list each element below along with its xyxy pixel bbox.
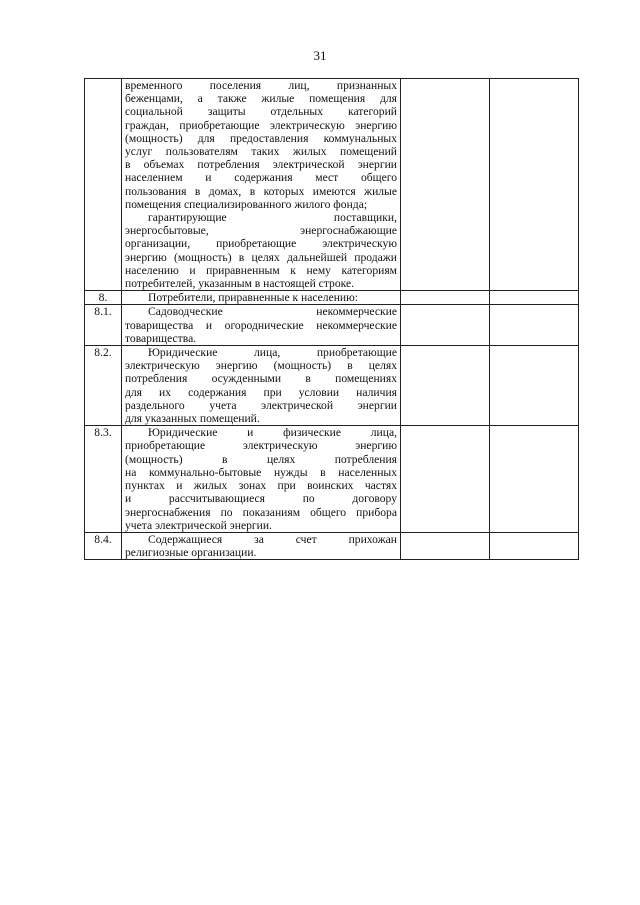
description-line: Юридические и физические лица, xyxy=(148,426,397,440)
table-row xyxy=(85,305,579,346)
page-number: 31 xyxy=(313,48,327,63)
description-line: Юридические лица, приобретающие xyxy=(148,346,397,360)
row-description xyxy=(122,79,401,291)
description-line: электрическую энергию (мощность) в целях xyxy=(125,359,397,373)
description-line: временного поселения лиц, признанных xyxy=(125,79,397,92)
description-line: в объемах потребления электрической энергии xyxy=(125,158,397,172)
description-line: Садоводческие некоммерческие xyxy=(148,305,397,319)
description-line: Потребители, приравненные к населению: xyxy=(148,291,359,305)
description-line: товарищества. xyxy=(125,331,197,345)
description-line: населением и содержания мест общего xyxy=(125,171,397,185)
row-description xyxy=(122,532,401,559)
description-line: для указанных помещений. xyxy=(125,412,260,426)
table-row xyxy=(85,346,579,426)
description-line: приобретающие электрическую энергию xyxy=(125,439,397,453)
description-line: товарищества и огороднические некоммерческие xyxy=(125,318,397,332)
description-line: организации, приобретающие электрическую xyxy=(125,237,397,251)
table-row xyxy=(85,79,579,291)
row-number: 8.2. xyxy=(85,346,122,426)
row-number: 8.4. xyxy=(85,532,122,559)
empty-cell xyxy=(490,291,579,305)
description-line: для их содержания при условии наличия xyxy=(125,385,397,399)
description-line: населению и приравненным к нему категориям xyxy=(125,263,397,277)
description-line: потребления осужденными в помещениях xyxy=(125,372,397,386)
description-line: помещения специализированного жилого фонда; xyxy=(125,197,368,211)
description-line: беженцами, а также жилые помещения для xyxy=(125,92,397,106)
row-number: 8. xyxy=(85,291,122,305)
empty-cell xyxy=(401,346,490,426)
table-row xyxy=(85,426,579,533)
row-description xyxy=(122,426,401,533)
description-line: энергосбытовые, энергоснабжающие xyxy=(125,224,397,238)
description-line: (мощность) в целях потребления xyxy=(125,452,397,466)
description-line: на коммунально-бытовые нужды в населенных xyxy=(125,465,397,479)
empty-cell xyxy=(490,532,579,559)
description-line: Содержащиеся за счет прихожан xyxy=(148,532,397,546)
description-line: гарантирующие поставщики, xyxy=(148,211,397,225)
description-line: услуг пользователям таких жилых помещений xyxy=(125,145,397,159)
description-line: граждан, приобретающие электрическую энергию xyxy=(125,118,397,132)
description-line: учета электрической энергии. xyxy=(125,518,272,532)
row-description xyxy=(122,291,401,305)
description-line: раздельного учета электрической энергии xyxy=(125,398,397,412)
empty-cell xyxy=(401,305,490,346)
description-line: (мощность) для предоставления коммунальных xyxy=(125,131,397,145)
row-number: 8.3. xyxy=(85,426,122,533)
description-line: потребителей, указанным в настоящей строке. xyxy=(125,277,355,291)
tariff-table xyxy=(84,78,579,560)
empty-cell xyxy=(490,346,579,426)
description-line: энергию (мощность) в целях дальнейшей продажи xyxy=(125,250,397,264)
description-line: энергоснабжения по показаниям общего прибора xyxy=(125,505,397,519)
description-line: и рассчитывающиеся по договору xyxy=(125,492,397,506)
description-line: религиозные организации. xyxy=(125,546,257,560)
empty-cell xyxy=(401,426,490,533)
empty-cell xyxy=(490,426,579,533)
description-line: пользования в домах, в которых имеются жилые xyxy=(125,184,397,198)
table-row xyxy=(85,291,579,305)
row-description xyxy=(122,346,401,426)
description-line: пунктах и жилых зонах при воинских частях xyxy=(125,479,397,493)
empty-cell xyxy=(401,79,490,291)
description-line: социальной защиты отдельных категорий xyxy=(125,105,397,119)
empty-cell xyxy=(490,79,579,291)
row-number xyxy=(85,79,122,291)
row-description xyxy=(122,305,401,346)
empty-cell xyxy=(490,305,579,346)
empty-cell xyxy=(401,291,490,305)
row-number: 8.1. xyxy=(85,305,122,346)
table-row xyxy=(85,532,579,559)
empty-cell xyxy=(401,532,490,559)
